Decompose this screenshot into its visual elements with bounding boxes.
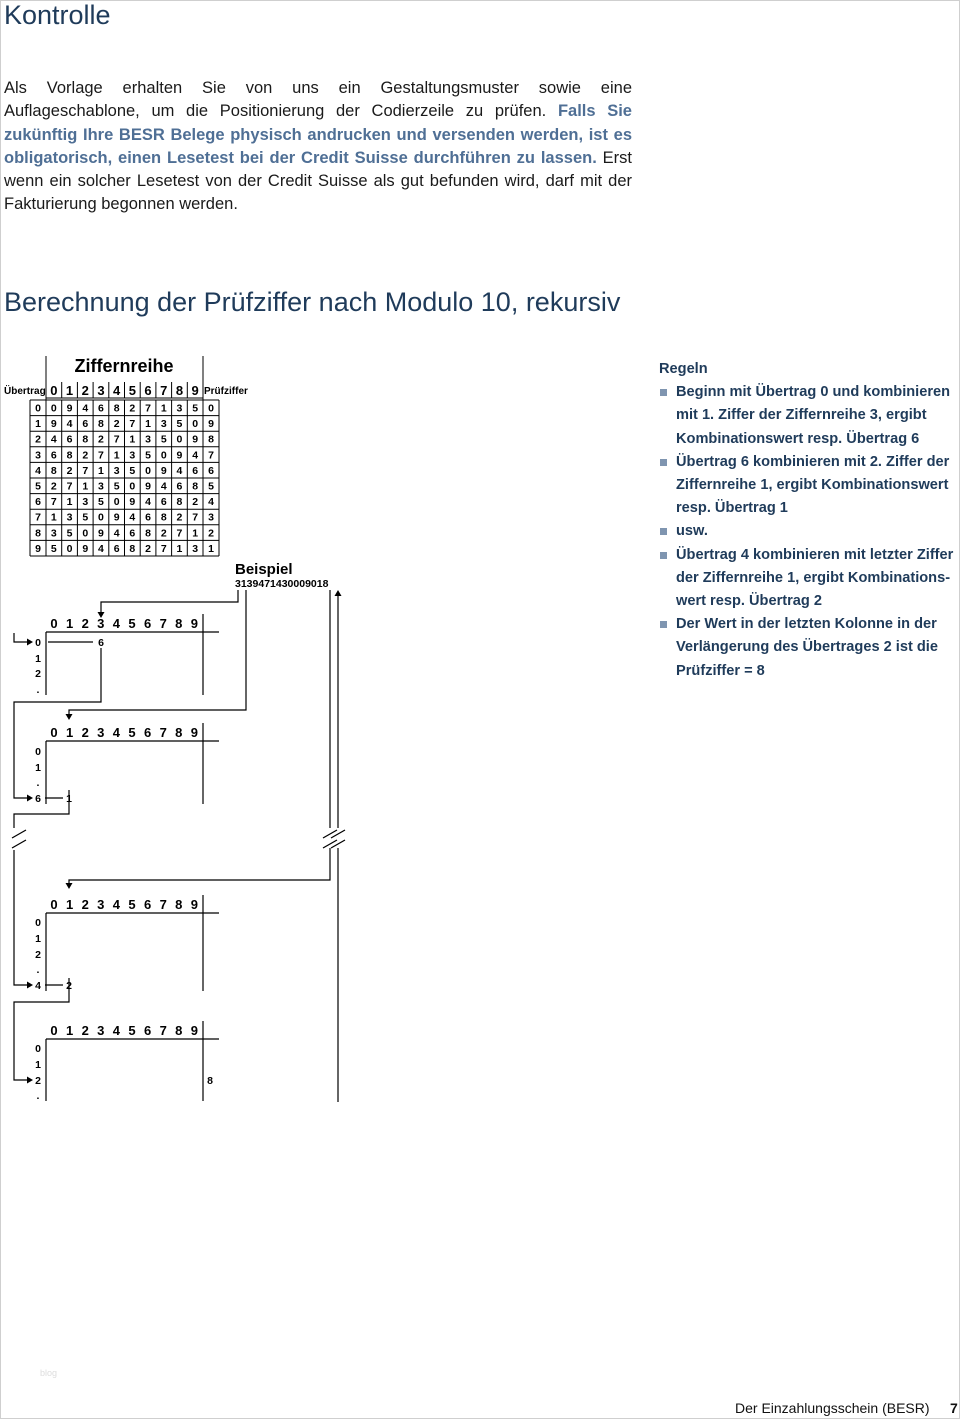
table-cell: 0 [129,480,136,493]
example-header-digit: 5 [128,1023,136,1038]
example-header-digit: 7 [159,725,167,740]
example-header-digit: 4 [112,897,121,912]
table-cell: 9 [98,527,104,540]
table-cell: 2 [66,464,73,477]
table-cell: 1 [145,418,151,431]
table-cell: 7 [160,542,167,555]
table-cell: 8 [50,464,57,477]
example-result: 8 [207,1075,213,1087]
example-row-label: 1 [35,762,41,774]
footer-text: Der Einzahlungsschein (BESR) [735,1400,930,1416]
example-row-label: 1 [35,653,41,665]
section-title-modulo: Berechnung der Prüfziffer nach Modulo 10, rekursiv [4,287,621,317]
table-cell: 8 [145,527,151,540]
example-row-label: 2 [35,1075,41,1087]
table-cell: 5 [145,449,151,462]
table-cell: 5 [176,418,183,431]
example-header-digit: 0 [50,616,58,631]
example-row-label: 0 [35,917,41,929]
table-header-digit: 7 [160,383,168,398]
arrow-right-icon [27,639,33,646]
break-mark [331,830,345,838]
table-cell: 0 [82,527,89,540]
example-header-digit: 6 [143,1023,152,1038]
table-check-cell: 4 [208,496,214,509]
table-check-cell: 3 [208,511,214,524]
example-header-digit: 0 [50,1023,58,1038]
table-cell: 6 [66,433,73,446]
table-cell: 3 [82,496,89,509]
example-result: 2 [66,980,72,992]
break-mark [323,830,337,838]
example-header-digit: 2 [81,897,89,912]
break-mark [331,840,345,848]
table-cell: 2 [82,449,89,462]
example-row-label: 4 [35,980,41,992]
table-header-digit: 6 [144,383,152,398]
table-cell: 7 [82,464,89,477]
example-header-digit: 2 [81,1023,89,1038]
rule-text: usw. [676,523,708,540]
watermark: blog [40,1368,58,1378]
example-header-digit: 7 [159,897,167,912]
example-row-label: 2 [35,949,41,961]
table-cell: 5 [113,480,120,493]
example-header-digit: 8 [175,897,183,912]
example-result: 1 [66,793,72,805]
arrow-right-icon [27,982,33,989]
table-cell: 1 [50,511,57,524]
table-header-digit: 4 [113,383,121,398]
table-cell: 9 [82,542,89,555]
table-check-cell: 8 [208,433,214,446]
table-cell: 3 [50,527,57,540]
table-check-cell: 9 [208,418,214,431]
table-cell: 0 [50,402,57,415]
example-header-digit: 5 [128,725,136,740]
table-cell: 2 [176,511,183,524]
example-header-digit: 1 [65,1023,74,1038]
table-cell: 8 [82,433,89,446]
table-cell: 1 [192,527,199,540]
bullet-icon [660,389,667,396]
table-cell: 5 [160,433,167,446]
break-mark [323,840,337,848]
table-cell: 5 [192,402,199,415]
table-cell: 3 [160,418,167,431]
table-carry-cell: 8 [35,527,41,540]
flow-line [69,590,246,716]
example-row-label: 0 [35,637,41,649]
table-cell: 1 [129,433,136,446]
table-check-cell: 7 [208,449,214,462]
table-header-digit: 9 [191,383,199,398]
table-cell: 0 [176,433,183,446]
arrow-right-icon [27,1077,33,1084]
table-cell: 4 [50,433,57,446]
table-cell: 2 [160,527,167,540]
table-cell: 2 [50,480,57,493]
table-cell: 7 [98,449,104,462]
table-cell: 8 [192,480,199,493]
table-cell: 7 [145,402,151,415]
table-cell: 3 [66,511,73,524]
rule-text: Übertrag 6 kombinieren mit 2. Ziffer der Ziffernreihe 1, ergibt Kombinationswert resp. Übertrag 1 [676,453,950,517]
rule-item [659,520,959,543]
table-cell: 0 [66,542,73,555]
table-cell: 8 [129,542,136,555]
table-cell: 5 [82,511,89,524]
table-cell: 2 [113,418,120,431]
table-cell: 2 [145,542,151,555]
table-cell: 7 [66,480,73,493]
example-row-label: 2 [35,668,41,680]
table-cell: 4 [129,511,136,524]
table-cell: 0 [113,496,120,509]
table-cell: 1 [98,464,104,477]
table-check-cell: 0 [208,402,214,415]
table-cell: 4 [82,402,89,415]
table-cell: 1 [82,480,89,493]
table-cell: 9 [145,480,151,493]
rule-item [659,544,959,614]
table-cell: 3 [129,449,136,462]
intro-text-1: Als Vorlage erhalten Sie von uns ein Gestaltungsmuster sowie eine Auflageschablone, um die Positionierung der Codierzeile zu prüfen. [4,79,632,121]
intro-text-2: Erst wenn ein solcher Lesetest von der Credit Suisse als gut befunden wird, darf mit der Fakturierung begonnen werden. [4,148,632,214]
example-header-digit: 8 [175,616,183,631]
rule-text: Der Wert in der letzten Kolonne in der Verlängerung des Übertrages 2 ist die Prüfziffer = 8 [676,616,938,679]
example-row-label: . [36,777,40,789]
table-cell: 8 [176,496,183,509]
example-header-digit: 2 [81,616,89,631]
table-carry-cell: 6 [35,496,41,509]
example-header-digit: 1 [65,725,74,740]
example-label: Beispiel [235,561,293,578]
table-cell: 9 [129,496,136,509]
table-cell: 3 [98,480,104,493]
example-row-label: 6 [35,793,41,805]
table-header-digit: 2 [81,383,89,398]
table-carry-cell: 3 [35,449,41,462]
table-cell: 8 [113,402,120,415]
table-cell: 1 [66,496,73,509]
table-cell: 4 [192,449,199,462]
table-check-cell: 5 [208,480,214,493]
bullet-icon [660,621,667,628]
example-header-digit: 1 [65,897,74,912]
table-cell: 2 [129,402,136,415]
table-cell: 9 [192,433,199,446]
table-cell: 1 [160,402,167,415]
example-header-digit: 9 [190,897,199,912]
table-cell: 9 [160,464,167,477]
break-mark [12,830,26,838]
table-cell: 8 [66,449,73,462]
table-cell: 5 [129,464,136,477]
table-carry-cell: 0 [35,402,41,415]
table-cell: 2 [192,496,199,509]
rule-item [659,451,959,521]
table-carry-cell: 5 [35,480,41,493]
example-row-label: . [36,684,40,696]
table-cell: 4 [176,464,183,477]
intro-paragraph [4,77,632,217]
example-header-digit: 4 [112,616,121,631]
flow-line [14,790,69,828]
table-cell: 5 [98,496,104,509]
arrow-right-icon [27,795,33,802]
break-mark [12,840,26,848]
table-header-digit: 0 [50,383,58,398]
example-header-digit: 7 [159,1023,167,1038]
table-cell: 7 [176,527,183,540]
table-cell: 0 [98,511,104,524]
example-header-digit: 0 [50,897,58,912]
table-carry-cell: 9 [35,542,41,555]
table-carry-cell: 1 [35,418,41,431]
example-header-digit: 6 [143,897,152,912]
table-cell: 3 [176,402,183,415]
table-title: Ziffernreihe [74,356,174,376]
bullet-icon [660,528,667,535]
table-cell: 9 [66,402,73,415]
flow-line [14,850,31,985]
flow-line [14,978,69,1080]
table-cell: 8 [160,511,167,524]
rule-item [659,381,959,451]
check-label: Prüfziffer [204,386,248,397]
example-row-label: . [36,1090,40,1102]
table-carry-cell: 4 [35,464,41,477]
rules-list [659,381,959,683]
table-cell: 4 [98,542,104,555]
table-carry-cell: 2 [35,433,41,446]
table-cell: 9 [176,449,183,462]
table-cell: 6 [129,527,136,540]
table-cell: 0 [145,464,151,477]
example-header-digit: 3 [97,725,105,740]
arrow-down-icon [66,714,73,720]
example-row-label: 0 [35,1043,41,1055]
table-cell: 9 [113,511,120,524]
example-header-digit: 6 [143,725,152,740]
flow-line [69,848,330,884]
table-cell: 2 [98,433,104,446]
table-cell: 6 [82,418,89,431]
intro-highlight: Falls Sie zukünftig Ihre BESR Belege physisch andrucken und versenden werden, ist es obligatorisch, einen Lesetest bei der Credit Suisse durchführen zu lassen. [4,102,632,167]
example-header-digit: 0 [50,725,58,740]
rule-text: Beginn mit Übertrag 0 und kombinieren mit 1. Ziffer der Ziffernreihe 3, ergibt Kombinationswert resp. Übertrag 6 [676,384,951,447]
example-header-digit: 8 [175,725,183,740]
example-header-digit: 9 [190,616,199,631]
arrow-up-icon [335,590,342,596]
example-result: 6 [98,637,104,649]
table-cell: 8 [98,418,104,431]
table-header-digit: 8 [175,383,184,398]
example-row-label: 0 [35,746,41,758]
table-header-digit: 1 [65,383,74,398]
table-cell: 1 [176,542,183,555]
example-header-digit: 9 [190,1023,199,1038]
flow-line [14,648,101,798]
table-cell: 7 [129,418,136,431]
flow-line [101,590,238,614]
example-header-digit: 1 [65,616,74,631]
example-header-digit: 5 [128,616,136,631]
table-cell: 6 [192,464,199,477]
table-cell: 6 [113,542,120,555]
table-cell: 6 [160,496,167,509]
example-header-digit: 5 [128,897,136,912]
table-cell: 5 [50,542,57,555]
arrow-down-icon [66,883,73,889]
table-check-cell: 1 [208,542,214,555]
example-header-digit: 4 [112,725,121,740]
example-header-digit: 3 [97,1023,105,1038]
example-row-label: 1 [35,933,41,945]
table-cell: 4 [66,418,73,431]
table-cell: 6 [145,511,151,524]
example-header-digit: 9 [190,725,199,740]
table-cell: 9 [50,418,57,431]
example-header-digit: 3 [97,897,105,912]
rule-text: Übertrag 4 kombinieren mit letzter Ziffer der Ziffernreihe 1, ergibt Kombinations-wert resp. Übertrag 2 [676,546,954,610]
table-header-digit: 5 [128,383,136,398]
table-check-cell: 6 [208,464,214,477]
page-number: 7 [950,1400,958,1416]
table-cell: 6 [176,480,183,493]
table-cell: 3 [192,542,199,555]
table-cell: 3 [113,464,120,477]
table-cell: 7 [50,496,57,509]
section-title-kontrolle: Kontrolle [4,0,111,30]
rules-box [659,358,959,683]
example-header-digit: 4 [112,1023,121,1038]
table-cell: 1 [113,449,120,462]
rule-item [659,613,959,683]
table-cell: 0 [160,449,167,462]
example-header-digit: 2 [81,725,89,740]
example-row-label: . [36,964,40,976]
bullet-icon [660,552,667,559]
table-cell: 6 [50,449,57,462]
table-cell: 7 [113,433,120,446]
table-header-digit: 3 [97,383,105,398]
table-cell: 6 [98,402,104,415]
example-header-digit: 6 [143,616,152,631]
example-header-digit: 7 [159,616,167,631]
carry-label: Übertrag [4,386,46,397]
rules-title: Regeln [659,361,708,377]
table-cell: 0 [192,418,199,431]
bullet-icon [660,459,667,466]
table-cell: 4 [113,527,120,540]
example-header-digit: 3 [97,616,105,631]
table-cell: 5 [66,527,73,540]
example-row-label: 1 [35,1059,41,1071]
table-cell: 3 [145,433,151,446]
example-header-digit: 8 [175,1023,183,1038]
table-carry-cell: 7 [35,511,41,524]
table-cell: 4 [160,480,167,493]
example-number: 3139471430009018 [235,578,329,590]
table-cell: 7 [192,511,199,524]
table-check-cell: 2 [208,527,214,540]
table-cell: 4 [145,496,151,509]
modulo10-diagram [0,340,380,1110]
